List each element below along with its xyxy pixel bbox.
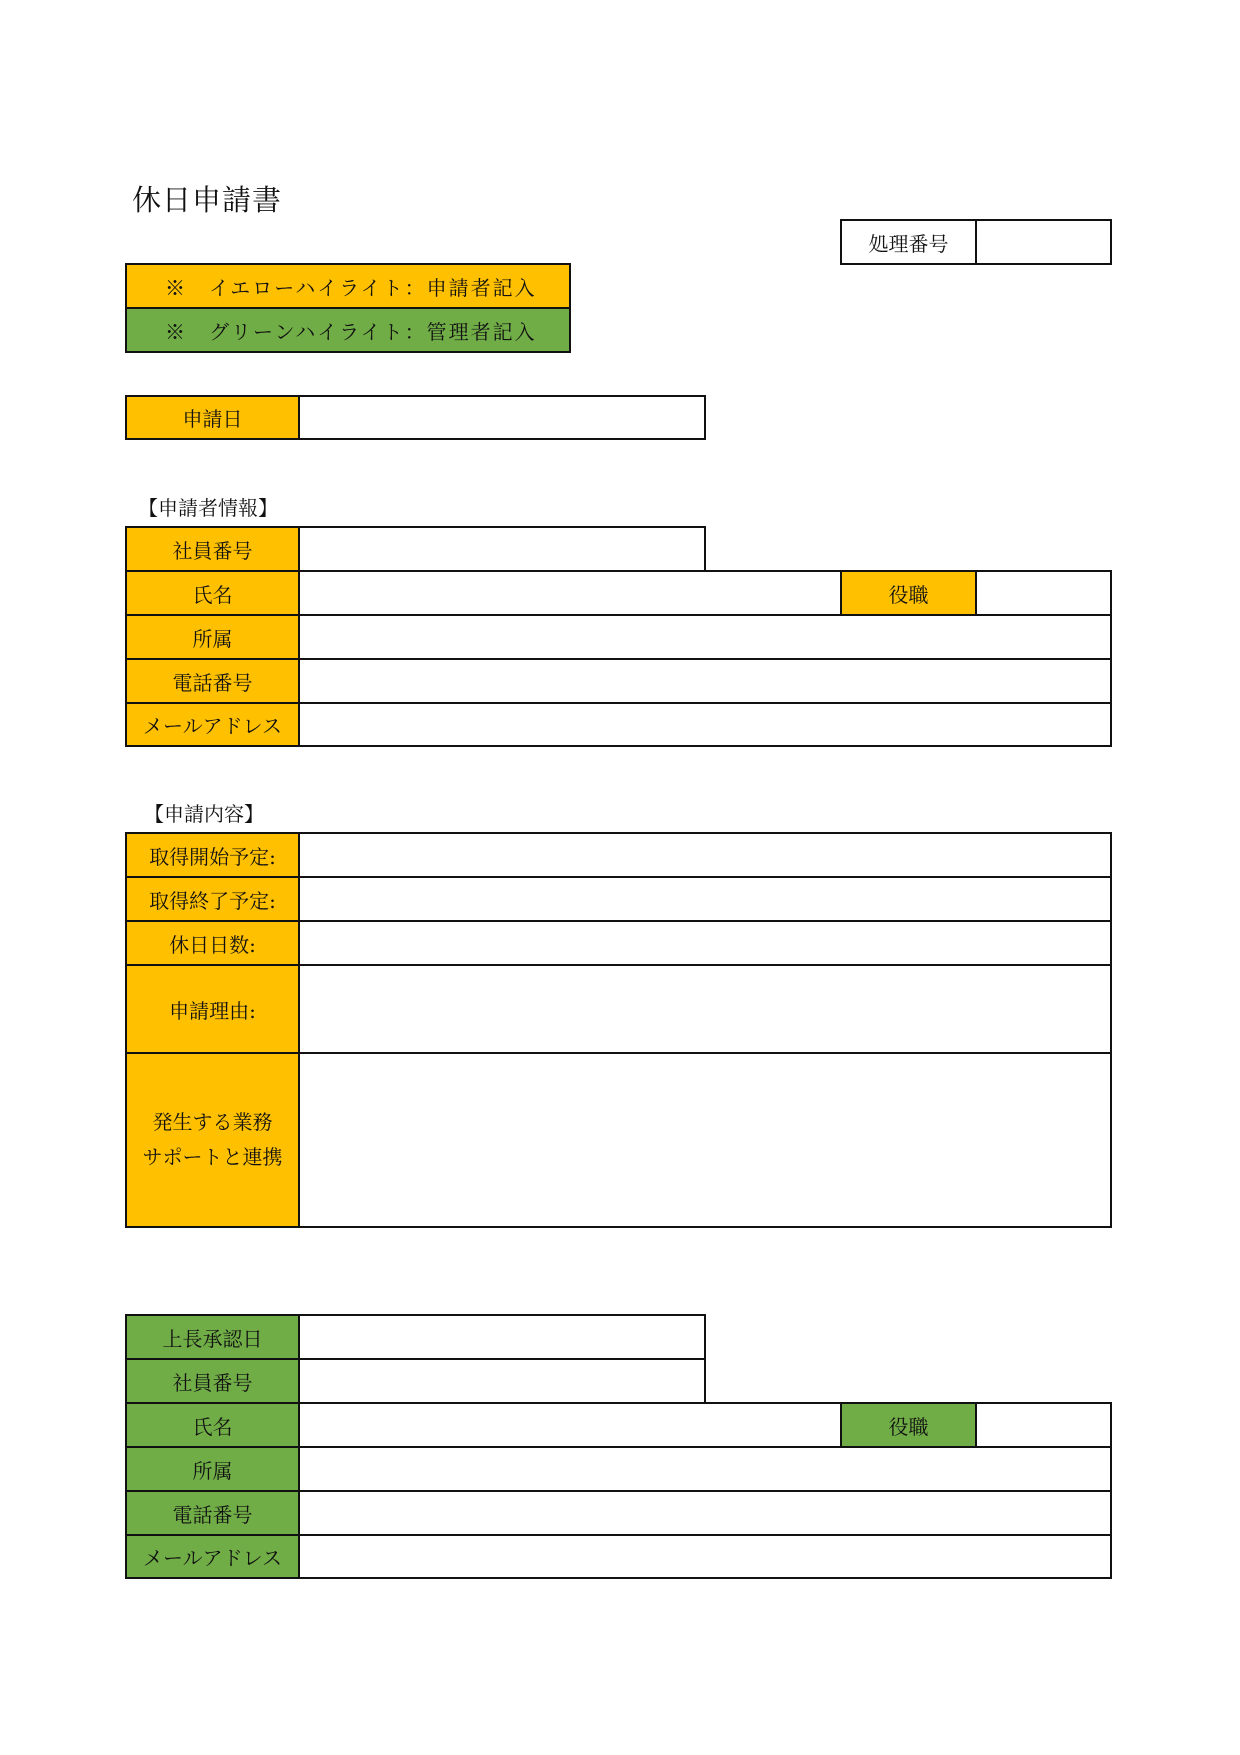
request-section-title: 【申請内容】 bbox=[144, 802, 264, 826]
applicant-phone-field[interactable] bbox=[298, 658, 1112, 704]
approver-phone-field[interactable] bbox=[298, 1490, 1112, 1536]
applicant-position-field[interactable] bbox=[975, 570, 1112, 616]
request-reason-label: 申請理由: bbox=[125, 964, 300, 1054]
applicant-section-title: 【申請者情報】 bbox=[138, 496, 278, 520]
applicant-name-label: 氏名 bbox=[125, 570, 300, 616]
applicant-phone-label: 電話番号 bbox=[125, 658, 300, 704]
applicant-position-label: 役職 bbox=[840, 570, 977, 616]
processing-number-label: 処理番号 bbox=[840, 219, 977, 265]
processing-number-field[interactable] bbox=[975, 219, 1112, 265]
applicant-email-field[interactable] bbox=[298, 702, 1112, 747]
approver-approval-date-label: 上長承認日 bbox=[125, 1314, 300, 1360]
request-support-field[interactable] bbox=[298, 1052, 1112, 1228]
approver-employee-number-field[interactable] bbox=[298, 1358, 706, 1404]
approver-employee-number-label: 社員番号 bbox=[125, 1358, 300, 1404]
request-reason-field[interactable] bbox=[298, 964, 1112, 1054]
page-title: 休日申請書 bbox=[132, 183, 283, 217]
legend-yellow: ※ イエローハイライト：申請者記入 bbox=[125, 263, 571, 309]
approver-name-label: 氏名 bbox=[125, 1402, 300, 1448]
request-support-label bbox=[125, 1052, 300, 1228]
applicant-name-field[interactable] bbox=[298, 570, 842, 616]
approver-department-label: 所属 bbox=[125, 1446, 300, 1492]
applicant-department-field[interactable] bbox=[298, 614, 1112, 660]
applicant-employee-number-label: 社員番号 bbox=[125, 526, 300, 572]
applicant-email-label: メールアドレス bbox=[125, 702, 300, 747]
request-days-field[interactable] bbox=[298, 920, 1112, 966]
approver-position-label: 役職 bbox=[840, 1402, 977, 1448]
request-start-label: 取得開始予定: bbox=[125, 832, 300, 878]
approver-email-field[interactable] bbox=[298, 1534, 1112, 1579]
application-date-label: 申請日 bbox=[125, 395, 300, 440]
application-date-field[interactable] bbox=[298, 395, 706, 440]
request-support-label-line2: サポートと連携 bbox=[142, 1145, 283, 1169]
approver-approval-date-field[interactable] bbox=[298, 1314, 706, 1360]
approver-position-field[interactable] bbox=[975, 1402, 1112, 1448]
approver-name-field[interactable] bbox=[298, 1402, 842, 1448]
approver-email-label: メールアドレス bbox=[125, 1534, 300, 1579]
applicant-department-label: 所属 bbox=[125, 614, 300, 660]
request-start-field[interactable] bbox=[298, 832, 1112, 878]
request-support-label-line1: 発生する業務 bbox=[152, 1110, 273, 1134]
request-end-label: 取得終了予定: bbox=[125, 876, 300, 922]
approver-department-field[interactable] bbox=[298, 1446, 1112, 1492]
request-days-label: 休日日数: bbox=[125, 920, 300, 966]
applicant-employee-number-field[interactable] bbox=[298, 526, 706, 572]
legend-green: ※ グリーンハイライト：管理者記入 bbox=[125, 307, 571, 353]
request-end-field[interactable] bbox=[298, 876, 1112, 922]
approver-phone-label: 電話番号 bbox=[125, 1490, 300, 1536]
